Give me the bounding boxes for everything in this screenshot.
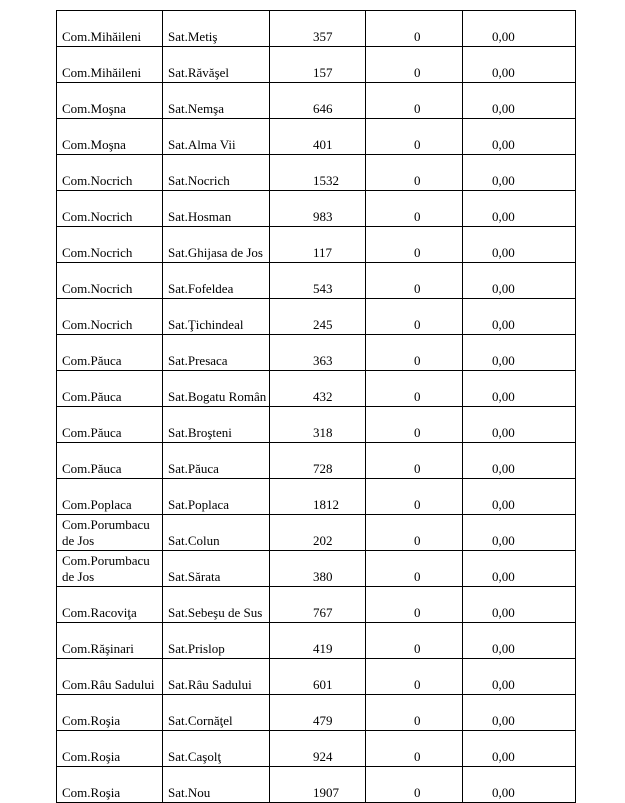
commune-cell: Com.Nocrich — [57, 263, 163, 299]
value-cell: 0 — [366, 83, 463, 119]
village-cell: Sat.Hosman — [163, 191, 270, 227]
village-cell: Sat.Bogatu Român — [163, 371, 270, 407]
table-row — [57, 155, 576, 191]
population-cell: 419 — [270, 623, 366, 659]
value-cell: 0 — [366, 11, 463, 47]
value-cell: 0 — [366, 623, 463, 659]
village-cell: Sat.Răvăşel — [163, 47, 270, 83]
table-row — [57, 263, 576, 299]
population-cell: 202 — [270, 515, 366, 551]
commune-cell: Com.Roşia — [57, 731, 163, 767]
amount-cell: 0,00 — [463, 299, 576, 335]
population-cell: 117 — [270, 227, 366, 263]
amount-cell: 0,00 — [463, 479, 576, 515]
value-cell: 0 — [366, 659, 463, 695]
population-cell: 318 — [270, 407, 366, 443]
commune-cell: Com.Râu Sadului — [57, 659, 163, 695]
commune-cell: Com.Mihăileni — [57, 47, 163, 83]
table-row — [57, 407, 576, 443]
amount-cell: 0,00 — [463, 767, 576, 803]
village-cell: Sat.Prislop — [163, 623, 270, 659]
value-cell: 0 — [366, 479, 463, 515]
table-row — [57, 479, 576, 515]
village-cell: Sat.Ghijasa de Jos — [163, 227, 270, 263]
commune-cell: Com.Moşna — [57, 83, 163, 119]
village-cell: Sat.Metiş — [163, 11, 270, 47]
value-cell: 0 — [366, 551, 463, 587]
table-row — [57, 767, 576, 803]
population-cell: 983 — [270, 191, 366, 227]
value-cell: 0 — [366, 767, 463, 803]
value-cell: 0 — [366, 155, 463, 191]
table-row — [57, 191, 576, 227]
population-cell: 432 — [270, 371, 366, 407]
value-cell: 0 — [366, 191, 463, 227]
village-cell: Sat.Caşolţ — [163, 731, 270, 767]
population-cell: 479 — [270, 695, 366, 731]
village-cell: Sat.Broşteni — [163, 407, 270, 443]
village-cell: Sat.Alma Vii — [163, 119, 270, 155]
table-row — [57, 371, 576, 407]
value-cell: 0 — [366, 443, 463, 479]
amount-cell: 0,00 — [463, 623, 576, 659]
population-cell: 767 — [270, 587, 366, 623]
amount-cell: 0,00 — [463, 155, 576, 191]
population-cell: 357 — [270, 11, 366, 47]
commune-cell: Com.Roşia — [57, 695, 163, 731]
village-cell: Sat.Cornăţel — [163, 695, 270, 731]
amount-cell: 0,00 — [463, 407, 576, 443]
value-cell: 0 — [366, 47, 463, 83]
value-cell: 0 — [366, 695, 463, 731]
commune-cell: Com.Racoviţa — [57, 587, 163, 623]
table-row — [57, 587, 576, 623]
village-cell: Sat.Sărata — [163, 551, 270, 587]
table-row — [57, 47, 576, 83]
village-cell: Sat.Presaca — [163, 335, 270, 371]
amount-cell: 0,00 — [463, 731, 576, 767]
population-cell: 924 — [270, 731, 366, 767]
commune-cell: Com.Porumbacu de Jos — [57, 515, 163, 551]
population-cell: 245 — [270, 299, 366, 335]
amount-cell: 0,00 — [463, 587, 576, 623]
population-cell: 601 — [270, 659, 366, 695]
population-cell: 363 — [270, 335, 366, 371]
table-row — [57, 227, 576, 263]
localities-table — [56, 10, 576, 803]
value-cell: 0 — [366, 371, 463, 407]
value-cell: 0 — [366, 515, 463, 551]
population-cell: 728 — [270, 443, 366, 479]
commune-cell: Com.Nocrich — [57, 155, 163, 191]
value-cell: 0 — [366, 263, 463, 299]
commune-cell: Com.Păuca — [57, 371, 163, 407]
village-cell: Sat.Nemşa — [163, 83, 270, 119]
commune-cell: Com.Moşna — [57, 119, 163, 155]
table-row — [57, 119, 576, 155]
village-cell: Sat.Colun — [163, 515, 270, 551]
amount-cell: 0,00 — [463, 191, 576, 227]
table-body — [57, 11, 576, 803]
amount-cell: 0,00 — [463, 83, 576, 119]
table-row — [57, 299, 576, 335]
village-cell: Sat.Râu Sadului — [163, 659, 270, 695]
amount-cell: 0,00 — [463, 443, 576, 479]
value-cell: 0 — [366, 119, 463, 155]
population-cell: 543 — [270, 263, 366, 299]
table-row — [57, 695, 576, 731]
village-cell: Sat.Nocrich — [163, 155, 270, 191]
population-cell: 1907 — [270, 767, 366, 803]
value-cell: 0 — [366, 731, 463, 767]
table-row — [57, 443, 576, 479]
amount-cell: 0,00 — [463, 227, 576, 263]
commune-cell: Com.Nocrich — [57, 299, 163, 335]
amount-cell: 0,00 — [463, 263, 576, 299]
value-cell: 0 — [366, 335, 463, 371]
population-cell: 157 — [270, 47, 366, 83]
table-row — [57, 551, 576, 587]
table-row — [57, 11, 576, 47]
commune-cell: Com.Roşia — [57, 767, 163, 803]
commune-cell: Com.Nocrich — [57, 227, 163, 263]
amount-cell: 0,00 — [463, 47, 576, 83]
population-cell: 1532 — [270, 155, 366, 191]
amount-cell: 0,00 — [463, 335, 576, 371]
commune-cell: Com.Poplaca — [57, 479, 163, 515]
commune-cell: Com.Păuca — [57, 335, 163, 371]
population-cell: 646 — [270, 83, 366, 119]
value-cell: 0 — [366, 587, 463, 623]
table-row — [57, 335, 576, 371]
amount-cell: 0,00 — [463, 11, 576, 47]
village-cell: Sat.Sebeşu de Sus — [163, 587, 270, 623]
amount-cell: 0,00 — [463, 659, 576, 695]
amount-cell: 0,00 — [463, 515, 576, 551]
table-row — [57, 623, 576, 659]
village-cell: Sat.Ţichindeal — [163, 299, 270, 335]
commune-cell: Com.Porumbacu de Jos — [57, 551, 163, 587]
village-cell: Sat.Nou — [163, 767, 270, 803]
population-cell: 1812 — [270, 479, 366, 515]
commune-cell: Com.Mihăileni — [57, 11, 163, 47]
commune-cell: Com.Păuca — [57, 443, 163, 479]
commune-cell: Com.Răşinari — [57, 623, 163, 659]
value-cell: 0 — [366, 407, 463, 443]
village-cell: Sat.Poplaca — [163, 479, 270, 515]
amount-cell: 0,00 — [463, 551, 576, 587]
table-row — [57, 515, 576, 551]
table-row — [57, 659, 576, 695]
population-cell: 401 — [270, 119, 366, 155]
amount-cell: 0,00 — [463, 119, 576, 155]
commune-cell: Com.Păuca — [57, 407, 163, 443]
value-cell: 0 — [366, 299, 463, 335]
amount-cell: 0,00 — [463, 371, 576, 407]
amount-cell: 0,00 — [463, 695, 576, 731]
value-cell: 0 — [366, 227, 463, 263]
village-cell: Sat.Fofeldea — [163, 263, 270, 299]
population-cell: 380 — [270, 551, 366, 587]
village-cell: Sat.Păuca — [163, 443, 270, 479]
table-row — [57, 731, 576, 767]
commune-cell: Com.Nocrich — [57, 191, 163, 227]
table-row — [57, 83, 576, 119]
